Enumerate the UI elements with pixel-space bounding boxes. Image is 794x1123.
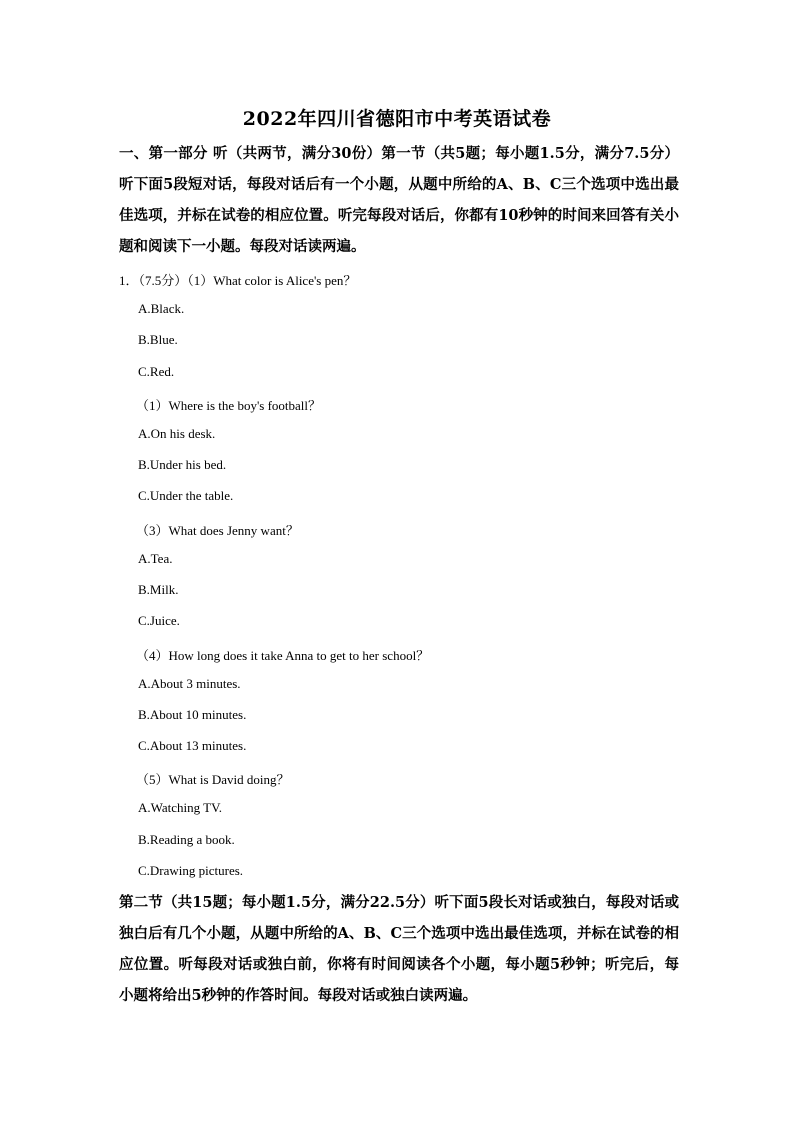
option-line: A.Watching TV. <box>138 800 223 815</box>
page-title: 2022年四川省德阳市中考英语试卷 <box>242 108 552 130</box>
option-line: B.About 10 minutes. <box>138 707 247 722</box>
option-line: A.Black. <box>138 301 185 316</box>
option-line: C.Under the table. <box>138 488 234 503</box>
option-line: B.Reading a book. <box>138 832 235 847</box>
section-2-instructions: 第二节（共15题；每小题1.5分，满分22.5分）听下面5段长对话或独白，每段对话或独白后有几个小题，从题中所给的A、B、C三个选项中选出最佳选项，并标在试卷的相应位置。听每段对话或独白前，你将有时间阅读各个小题，每小题5秒钟；听完后，每小题将给出5秒钟的作答时间。每段对话或独白读两遍。 <box>119 894 679 1004</box>
sub-question: （3）What does Jenny want？ <box>136 523 299 538</box>
option-line: C.About 13 minutes. <box>138 738 247 753</box>
option-line: C.Drawing pictures. <box>138 863 244 878</box>
sub-question: （4）How long does it take Anna to get to her school？ <box>136 648 430 663</box>
option-line: C.Juice. <box>138 613 180 628</box>
option-line: A.On his desk. <box>138 426 216 441</box>
question-1-header: 1．（7.5分）（1）What color is Alice's pen？ <box>119 273 357 288</box>
sub-question: （1）Where is the boy's football？ <box>136 398 322 413</box>
option-line: B.Blue. <box>138 332 178 347</box>
option-line: B.Milk. <box>138 582 179 597</box>
option-line: B.Under his bed. <box>138 457 227 472</box>
option-line: A.Tea. <box>138 551 173 566</box>
option-line: C.Red. <box>138 364 175 379</box>
option-line: A.About 3 minutes. <box>138 676 241 691</box>
section-1-instructions: 一、第一部分 听（共两节，满分30份）第一节（共5题；每小题1.5分，满分7.5分）听下面5段短对话，每段对话后有一个小题，从题中所给的A、B、C三个选项中选出最佳选项，并标在试卷的相应位置。听完每段对话后，你都有10秒钟的时间来回答有关小题和阅读下一小题。每段对话读两遍。 <box>119 145 679 255</box>
sub-question: （5）What is David doing？ <box>136 772 290 787</box>
